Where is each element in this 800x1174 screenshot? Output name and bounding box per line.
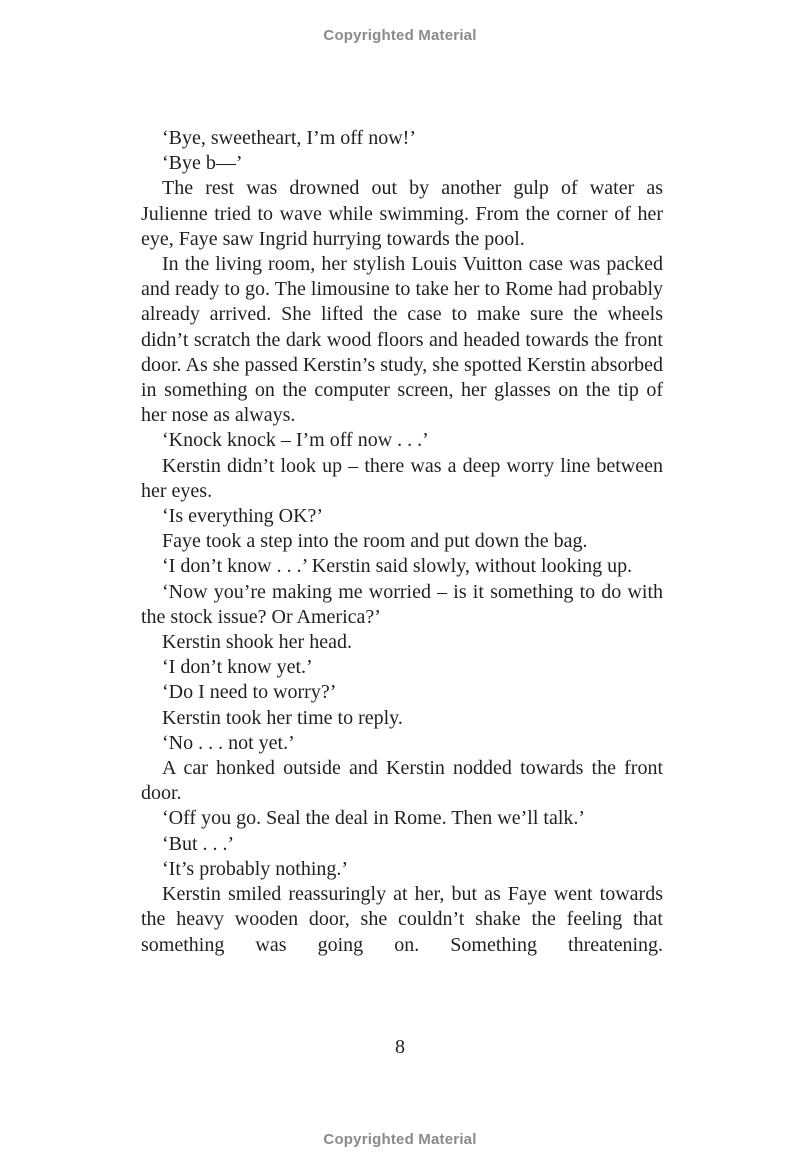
paragraph: Faye took a step into the room and put down the bag.	[162, 530, 588, 553]
paragraph: ‘Now you’re making me worried – is it something to do with the stock issue? Or America?’	[141, 580, 663, 628]
paragraph: Kerstin took her time to reply.	[162, 706, 403, 729]
book-page-text	[141, 126, 663, 958]
paragraph: In the living room, her stylish Louis Vuitton case was packed and ready to go. The limousine to take her to Rome had probably already arrived. She lifted the case to make sure the wheels didn’t scratch the dark wood floors and headed towards the front door. As she passed Kerstin’s study, she spotted Kerstin absorbed in something on the computer screen, her glasses on the tip of her nose as always.	[141, 253, 663, 427]
paragraph: ‘Do I need to worry?’	[162, 681, 337, 704]
copyright-watermark-bottom: Copyrighted Material	[323, 1131, 477, 1148]
copyright-watermark-top: Copyrighted Material	[323, 27, 477, 44]
paragraph: A car honked outside and Kerstin nodded towards the front door.	[141, 757, 663, 805]
paragraph: ‘I don’t know yet.’	[162, 656, 313, 679]
paragraph: Kerstin shook her head.	[162, 631, 352, 654]
paragraph: ‘Is everything OK?’	[162, 505, 324, 528]
paragraph: ‘I don’t know . . .’ Kerstin said slowly, without looking up.	[162, 555, 633, 578]
paragraph: Kerstin didn’t look up – there was a deep worry line between her eyes.	[141, 454, 663, 502]
paragraph: Kerstin smiled reassuringly at her, but as Faye went towards the heavy wooden door, she couldn’t shake the feeling that something was going on. Something threatening.	[141, 883, 663, 956]
paragraph: ‘Bye b—’	[162, 152, 243, 175]
paragraph: The rest was drowned out by another gulp of water as Julienne tried to wave while swimming. From the corner of her eye, Faye saw Ingrid hurrying towards the pool.	[141, 177, 663, 250]
paragraph: ‘It’s probably nothing.’	[162, 857, 349, 880]
page-number: 8	[395, 1036, 405, 1058]
paragraph: ‘No . . . not yet.’	[162, 731, 295, 754]
paragraph: ‘Knock knock – I’m off now . . .’	[162, 429, 429, 452]
paragraph: ‘But . . .’	[162, 832, 235, 855]
paragraph: ‘Off you go. Seal the deal in Rome. Then we’ll talk.’	[162, 807, 586, 830]
paragraph: ‘Bye, sweetheart, I’m off now!’	[162, 127, 416, 149]
